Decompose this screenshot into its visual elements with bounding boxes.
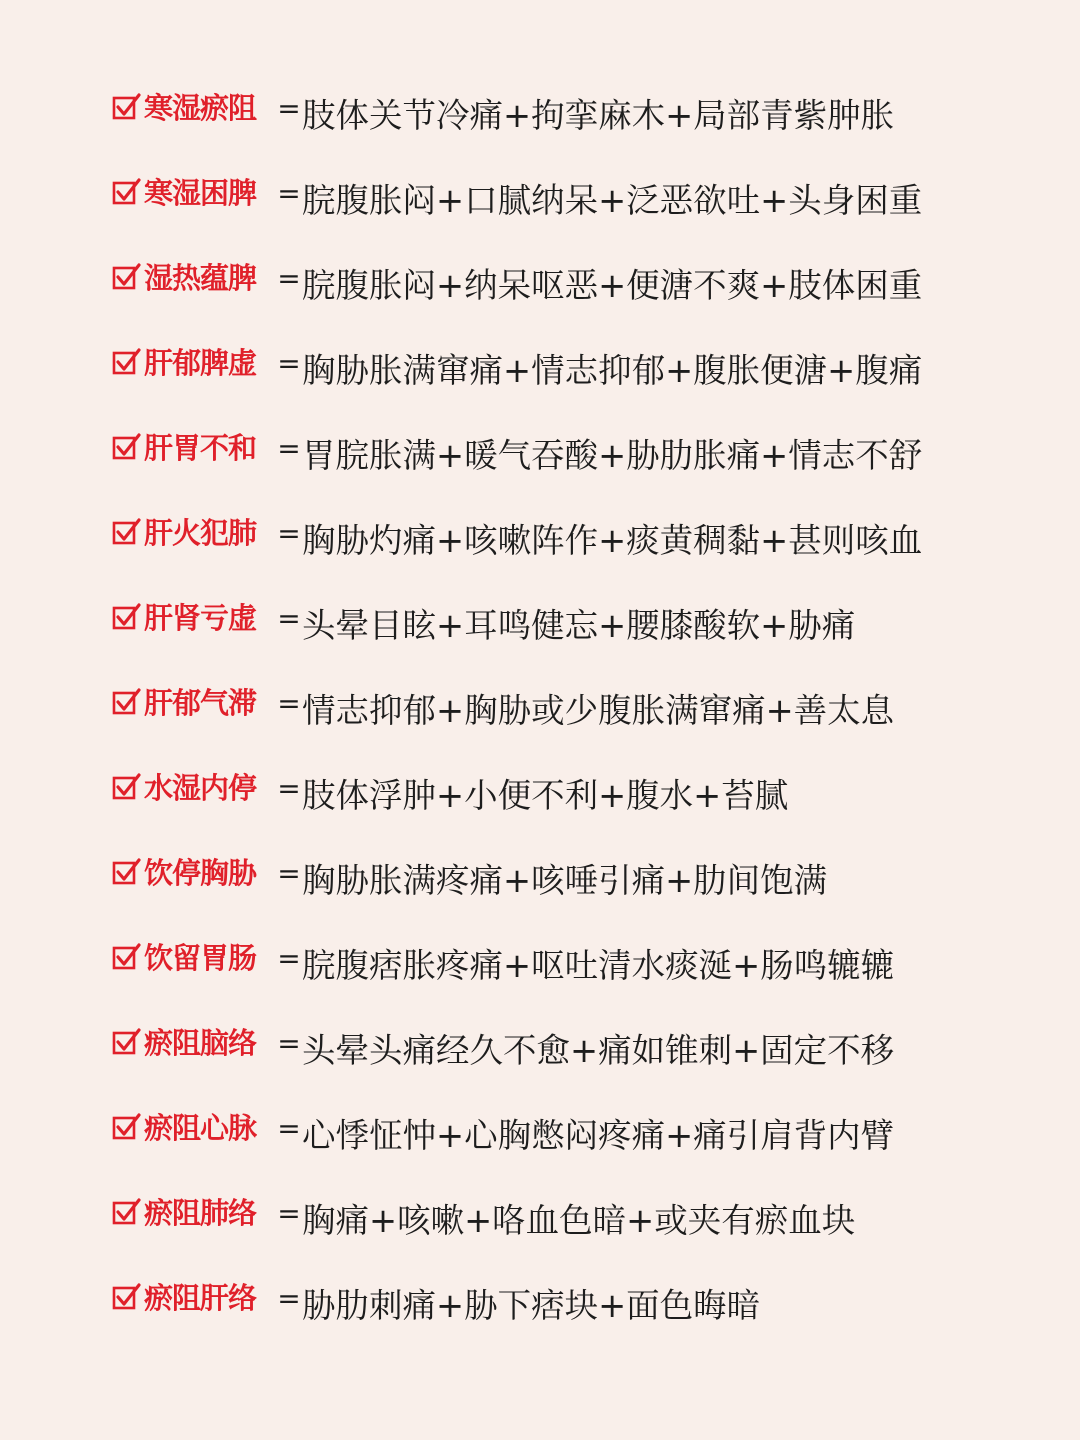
list-item [112,410,1052,495]
checkbox-checked-icon [112,1197,142,1227]
syndrome-term: 湿热蕴脾 [144,261,257,295]
syndrome-term: 饮留胃肠 [144,941,257,975]
syndrome-term: 肝郁气滞 [144,686,257,720]
equals-sign: = [277,942,301,975]
syndrome-symptoms: 胸胁胀满疼痛+咳唾引痛+肋间饱满 [302,861,828,900]
syndrome-symptoms: 胁肋刺痛+胁下痞块+面色晦暗 [302,1286,761,1325]
equals-sign: = [277,1282,301,1315]
list-item [112,920,1052,1005]
syndrome-symptoms: 胸胁灼痛+咳嗽阵作+痰黄稠黏+甚则咳血 [302,521,923,560]
list-item [112,325,1052,410]
equals-sign: = [277,772,301,805]
checkbox-checked-icon [112,347,142,377]
equals-sign: = [277,262,301,295]
checkbox-checked-icon [112,177,142,207]
equals-sign: = [277,1027,301,1060]
list-item [112,240,1052,325]
syndrome-symptoms: 脘腹胀闷+纳呆呕恶+便溏不爽+肢体困重 [302,266,923,305]
equals-sign: = [277,602,301,635]
list-item [112,1175,1052,1260]
syndrome-term: 肝胃不和 [144,431,257,465]
syndrome-term: 肝肾亏虚 [144,601,257,635]
equals-sign: = [277,92,301,125]
syndrome-list [112,70,1052,1345]
equals-sign: = [277,1112,301,1145]
checkbox-checked-icon [112,92,142,122]
syndrome-symptoms: 胃脘胀满+暖气吞酸+胁肋胀痛+情志不舒 [302,436,923,475]
syndrome-symptoms: 脘腹胀闷+口腻纳呆+泛恶欲吐+头身困重 [302,181,923,220]
checkbox-checked-icon [112,942,142,972]
checkbox-checked-icon [112,602,142,632]
checkbox-checked-icon [112,772,142,802]
syndrome-term: 瘀阻脑络 [144,1026,257,1060]
list-item [112,1005,1052,1090]
syndrome-term: 瘀阻心脉 [144,1111,257,1145]
equals-sign: = [277,517,301,550]
checkbox-checked-icon [112,517,142,547]
list-item [112,580,1052,665]
syndrome-symptoms: 胸胁胀满窜痛+情志抑郁+腹胀便溏+腹痛 [302,351,923,390]
list-item [112,1090,1052,1175]
syndrome-term: 肝火犯肺 [144,516,257,550]
syndrome-symptoms: 头晕头痛经久不愈+痛如锥刺+固定不移 [302,1031,895,1070]
checkbox-checked-icon [112,857,142,887]
syndrome-symptoms: 头晕目眩+耳鸣健忘+腰膝酸软+胁痛 [302,606,856,645]
checkbox-checked-icon [112,1282,142,1312]
list-item [112,835,1052,920]
checkbox-checked-icon [112,1112,142,1142]
checkbox-checked-icon [112,687,142,717]
list-item [112,155,1052,240]
syndrome-symptoms: 肢体关节冷痛+拘挛麻木+局部青紫肿胀 [302,96,895,135]
syndrome-term: 寒湿困脾 [144,176,257,210]
list-item [112,1260,1052,1345]
checkbox-checked-icon [112,1027,142,1057]
equals-sign: = [277,1197,301,1230]
syndrome-term: 寒湿瘀阻 [144,91,257,125]
syndrome-symptoms: 情志抑郁+胸胁或少腹胀满窜痛+善太息 [302,691,895,730]
syndrome-term: 水湿内停 [144,771,257,805]
equals-sign: = [277,687,301,720]
syndrome-symptoms: 肢体浮肿+小便不利+腹水+苔腻 [302,776,789,815]
syndrome-term: 瘀阻肺络 [144,1196,257,1230]
syndrome-symptoms: 胸痛+咳嗽+咯血色暗+或夹有瘀血块 [302,1201,856,1240]
syndrome-term: 肝郁脾虚 [144,346,257,380]
syndrome-symptoms: 心悸怔忡+心胸憋闷疼痛+痛引肩背内臂 [302,1116,895,1155]
list-item [112,665,1052,750]
equals-sign: = [277,177,301,210]
checkbox-checked-icon [112,262,142,292]
syndrome-symptoms: 脘腹痞胀疼痛+呕吐清水痰涎+肠鸣辘辘 [302,946,895,985]
syndrome-term: 瘀阻肝络 [144,1281,257,1315]
syndrome-term: 饮停胸胁 [144,856,257,890]
equals-sign: = [277,347,301,380]
list-item [112,495,1052,580]
list-item [112,70,1052,155]
equals-sign: = [277,432,301,465]
checkbox-checked-icon [112,432,142,462]
list-item [112,750,1052,835]
equals-sign: = [277,857,301,890]
